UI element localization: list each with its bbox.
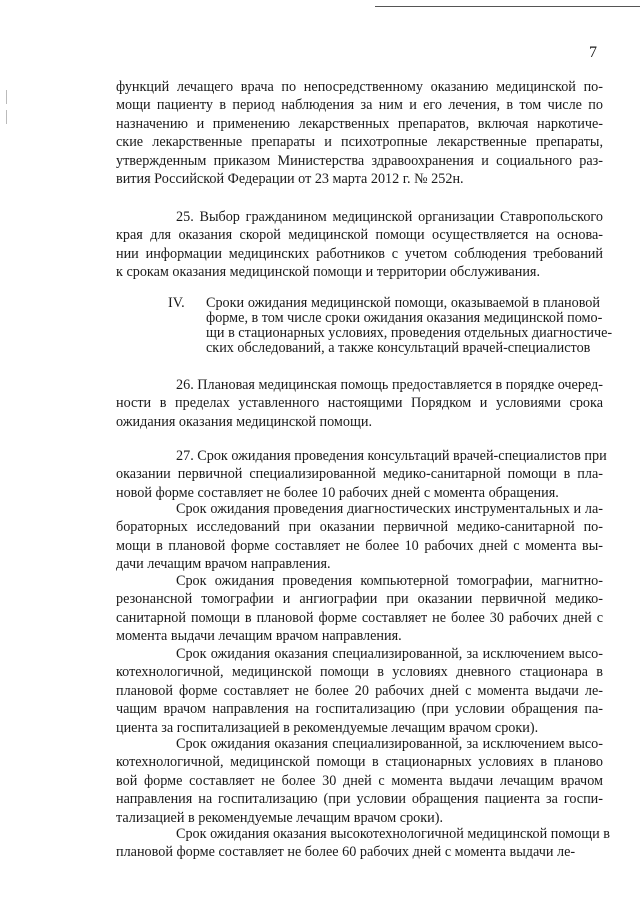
text-line: ские лекарственные препараты и психотропные лекарственные препараты, [116, 134, 603, 151]
paragraph-27 [116, 447, 607, 502]
text-line: Срок ожидания проведения компьютерной томографии, магнитно- [176, 573, 603, 589]
text-line: санитарной помощи в плановой форме составляет не более 30 рабочих дней с [116, 609, 603, 626]
text-line: ожидания оказания медицинской помощи. [116, 413, 373, 430]
text-line: момента выдачи лечащим врачом направления. [116, 628, 402, 645]
text-line: ских обследований, а также консультаций врачей-специалистов [206, 340, 591, 356]
margin-mark [6, 90, 7, 104]
text-line: 27. Срок ожидания проведения консультаций врачей-специалистов при [176, 448, 607, 464]
text-line: вития Российской Федерации от 23 марта 2012 г. № 252н. [116, 171, 464, 188]
text-line: резонансной томографии и ангиографии при оказании первичной медико- [116, 591, 603, 608]
text-line: 25. Выбор гражданином медицинской организации Ставропольского [176, 209, 603, 225]
text-line: направления на госпитализацию (при условии обращения пациента за госпи- [116, 791, 603, 808]
margin-mark [6, 110, 7, 124]
text-line: Срок ожидания оказания специализированной, за исключением высо- [176, 646, 603, 662]
text-line: Срок ожидания оказания высокотехнологичной медицинской помощи в [176, 826, 611, 842]
text-line: бораторных исследований при оказании первичной медико-санитарной по- [116, 519, 603, 536]
text-line: ности в пределах уставленного настоящими Порядком и условиями срока [116, 395, 603, 412]
paragraph-25 [116, 208, 603, 282]
text-line: края для оказания скорой медицинской помощи осуществляется на основа- [116, 227, 603, 244]
text-line: 26. Плановая медицинская помощь предоставляется в порядке очеред- [176, 377, 603, 393]
paragraph-27-high-tech [116, 825, 611, 862]
text-line: мощи в плановой форме составляет не более 10 рабочих дней с момента вы- [116, 537, 603, 554]
text-line: чащим врачом направления на госпитализацию (при условии обращения па- [116, 701, 603, 718]
text-line: новой форме составляет не более 10 рабочих дней с момента обращения. [116, 484, 559, 501]
section-title [206, 295, 613, 356]
paragraph-26 [116, 376, 603, 431]
text-line: тализацией в рекомендуемые лечащим врачом сроки). [116, 809, 444, 826]
paragraph-27-inpatient [116, 735, 603, 827]
paragraph-27-tomography [116, 572, 603, 646]
text-line: Сроки ожидания медицинской помощи, оказываемой в плановой [206, 295, 600, 311]
text-line: Срок ожидания проведения диагностических инструментальных и ла- [176, 501, 603, 517]
page-number: 7 [589, 44, 597, 61]
paragraph-27-day-hospital [116, 645, 603, 737]
text-line: дачи лечащим врачом направления. [116, 556, 331, 573]
paragraph-27-diagnostics [116, 500, 603, 574]
text-line: форме, в том числе сроки ожидания оказания медицинской помо- [206, 310, 603, 326]
text-line: утвержденным приказом Министерства здравоохранения и социального раз- [116, 152, 603, 169]
top-rule [375, 6, 640, 7]
text-line: циента за госпитализацией в рекомендуемые лечащим врачом сроки). [116, 719, 539, 736]
text-line: плановой форме составляет не более 60 рабочих дней с момента выдачи ле- [116, 844, 576, 861]
text-line: нии информации медицинских работников с учетом соблюдения требований [116, 245, 603, 262]
section-number: IV. [168, 295, 185, 311]
text-line: котехнологичной, медицинской помощи в стационарных условиях в планово [116, 754, 603, 771]
text-line: мощи пациенту в период наблюдения за ним и его лечения, в том числе по [116, 97, 603, 114]
text-line: плановой форме составляет не более 20 рабочих дней с момента выдачи ле- [116, 682, 603, 699]
text-line: назначению и применению лекарственных препаратов, включая наркотиче- [116, 115, 603, 132]
text-line: вой форме составляет не более 30 дней с момента выдачи лечащим врачом [116, 772, 603, 789]
text-line: Срок ожидания оказания специализированной, за исключением высо- [176, 736, 603, 752]
text-line: к срокам оказания медицинской помощи и территории обслуживания. [116, 264, 540, 281]
text-line: функций лечащего врача по непосредственному оказанию медицинской по- [116, 79, 603, 95]
text-line: щи в стационарных условиях, проведения отдельных диагностиче- [206, 325, 613, 341]
text-line: котехнологичной, медицинской помощи в условиях дневного стационара в [116, 664, 603, 681]
text-line: оказании первичной специализированной медико-санитарной помощи в пла- [116, 466, 603, 483]
paragraph-continuation [116, 78, 603, 188]
